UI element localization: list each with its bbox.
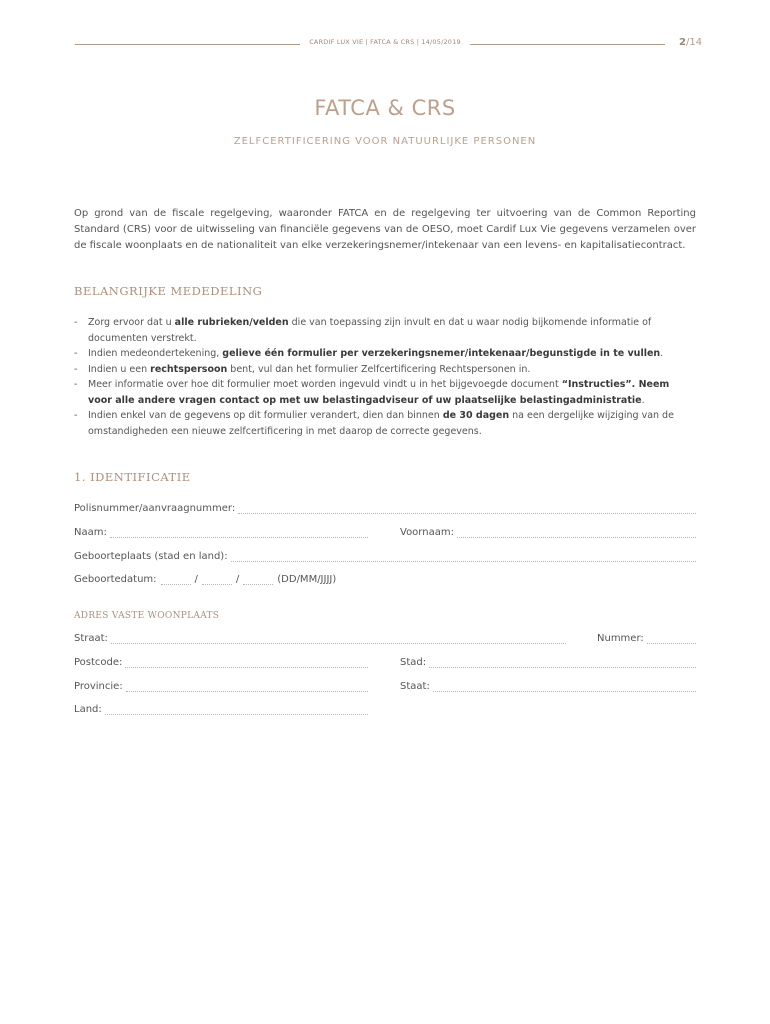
notice-text: na een dergelijke wijziging van de omstandigheden een nieuwe zelfcertificering in met daarop de correcte gegevens. xyxy=(88,410,674,437)
document-title: FATCA & CRS xyxy=(314,96,456,120)
birthdate-field[interactable] xyxy=(74,571,336,585)
page-current: 2 xyxy=(679,37,686,48)
address-heading: ADRES VASTE WOONPLAATS xyxy=(74,611,220,621)
province-label: Provincie: xyxy=(74,681,123,692)
page-number xyxy=(679,37,702,48)
street-field[interactable] xyxy=(74,630,566,644)
notice-bold: de 30 dagen xyxy=(442,410,510,421)
firstname-label: Voornaam: xyxy=(400,527,454,538)
notice-text: . xyxy=(660,348,664,359)
identification-heading: 1. IDENTIFICATIE xyxy=(74,470,191,484)
policy-number-label: Polisnummer/aanvraagnummer: xyxy=(74,503,236,514)
page-total: /14 xyxy=(685,37,703,48)
policy-number-input[interactable] xyxy=(238,503,696,514)
postcode-field[interactable] xyxy=(74,654,368,668)
date-format-hint: (DD/MM/JJJJ) xyxy=(277,574,337,585)
postcode-label: Postcode: xyxy=(74,657,123,668)
province-input[interactable] xyxy=(126,681,368,692)
birthplace-input[interactable] xyxy=(231,551,696,562)
intro-paragraph: Op grond van de fiscale regelgeving, waaronder FATCA en de regelgeving ter uitvoering van de Common Reporting Standard (CRS) voor de uitwisseling van financiële gegevens van de OESO, moet Cardif Lux Vie gegevens verzamelen over de fiscale woonplaats en de nationaliteit van elke verzekeringsnemer/intekenaar van een levens- en kapitalisatiecontract. xyxy=(74,208,696,251)
postcode-input[interactable] xyxy=(125,657,368,668)
firstname-field[interactable] xyxy=(400,524,696,538)
state-field[interactable] xyxy=(400,678,696,692)
notice-item xyxy=(74,315,696,346)
header-rule-right xyxy=(470,44,665,45)
province-field[interactable] xyxy=(74,678,368,692)
number-field[interactable] xyxy=(597,630,696,644)
document-subtitle: ZELFCERTIFICERING VOOR NATUURLIJKE PERSONEN xyxy=(233,136,537,147)
city-input[interactable] xyxy=(429,657,696,668)
birthdate-label: Geboortedatum: xyxy=(74,574,157,585)
page-header xyxy=(75,37,703,51)
firstname-input[interactable] xyxy=(457,527,696,538)
notice-item xyxy=(74,408,696,439)
city-field[interactable] xyxy=(400,654,696,668)
notice-item xyxy=(74,377,696,408)
policy-number-field[interactable] xyxy=(74,500,696,514)
number-label: Nummer: xyxy=(597,633,644,644)
header-meta: CARDIF LUX VIE | FATCA & CRS | 14/05/2019 xyxy=(309,38,461,46)
notice-text: bent, vul dan het formulier Zelfcertificering Rechtspersonen in. xyxy=(227,363,531,375)
number-input[interactable] xyxy=(647,633,696,644)
notice-bold: gelieve één formulier per verzekeringsnemer/intekenaar/begunstigde in te vullen xyxy=(222,348,661,359)
city-label: Stad: xyxy=(400,657,427,668)
notice-text: Indien medeondertekening, xyxy=(88,348,223,359)
notice-item xyxy=(74,346,696,362)
street-label: Straat: xyxy=(74,633,108,644)
birthplace-field[interactable] xyxy=(74,548,696,562)
birthdate-year-input[interactable] xyxy=(243,574,273,585)
header-rule-left xyxy=(75,44,300,45)
notice-text: Zorg ervoor dat u xyxy=(88,317,175,328)
birthplace-label: Geboorteplaats (stad en land): xyxy=(74,551,228,562)
notice-text: die van toepassing zijn invult en dat u waar nodig bijkomende informatie of documenten verstrekt. xyxy=(88,317,652,344)
notice-heading: BELANGRIJKE MEDEDELING xyxy=(74,284,263,298)
state-input[interactable] xyxy=(433,681,696,692)
notice-list xyxy=(74,315,696,439)
notice-text: Indien enkel van de gegevens op dit formulier verandert, dien dan binnen xyxy=(88,410,443,421)
name-label: Naam: xyxy=(74,527,107,538)
country-field[interactable] xyxy=(74,701,368,715)
notice-text: Meer informatie over hoe dit formulier moet worden ingevuld vindt u in het bijgevoegde document xyxy=(88,379,562,390)
date-separator: / xyxy=(235,574,240,585)
notice-bold: rechtspersoon xyxy=(150,363,228,375)
name-input[interactable] xyxy=(110,527,368,538)
birthdate-month-input[interactable] xyxy=(202,574,232,585)
state-label: Staat: xyxy=(400,681,430,692)
notice-text: . xyxy=(641,394,645,406)
birthdate-day-input[interactable] xyxy=(161,574,191,585)
notice-item xyxy=(74,362,696,378)
notice-bold: “Instructies”. Neem voor alle andere vragen contact op met uw belastingadviseur of uw plaatselijke belastingadministratie xyxy=(88,379,670,406)
name-field[interactable] xyxy=(74,524,368,538)
notice-bold: alle rubrieken/velden xyxy=(174,317,289,328)
country-input[interactable] xyxy=(105,704,368,715)
notice-text: Indien u een xyxy=(88,363,151,375)
date-separator: / xyxy=(194,574,198,585)
street-input[interactable] xyxy=(111,633,566,644)
country-label: Land: xyxy=(74,704,102,715)
